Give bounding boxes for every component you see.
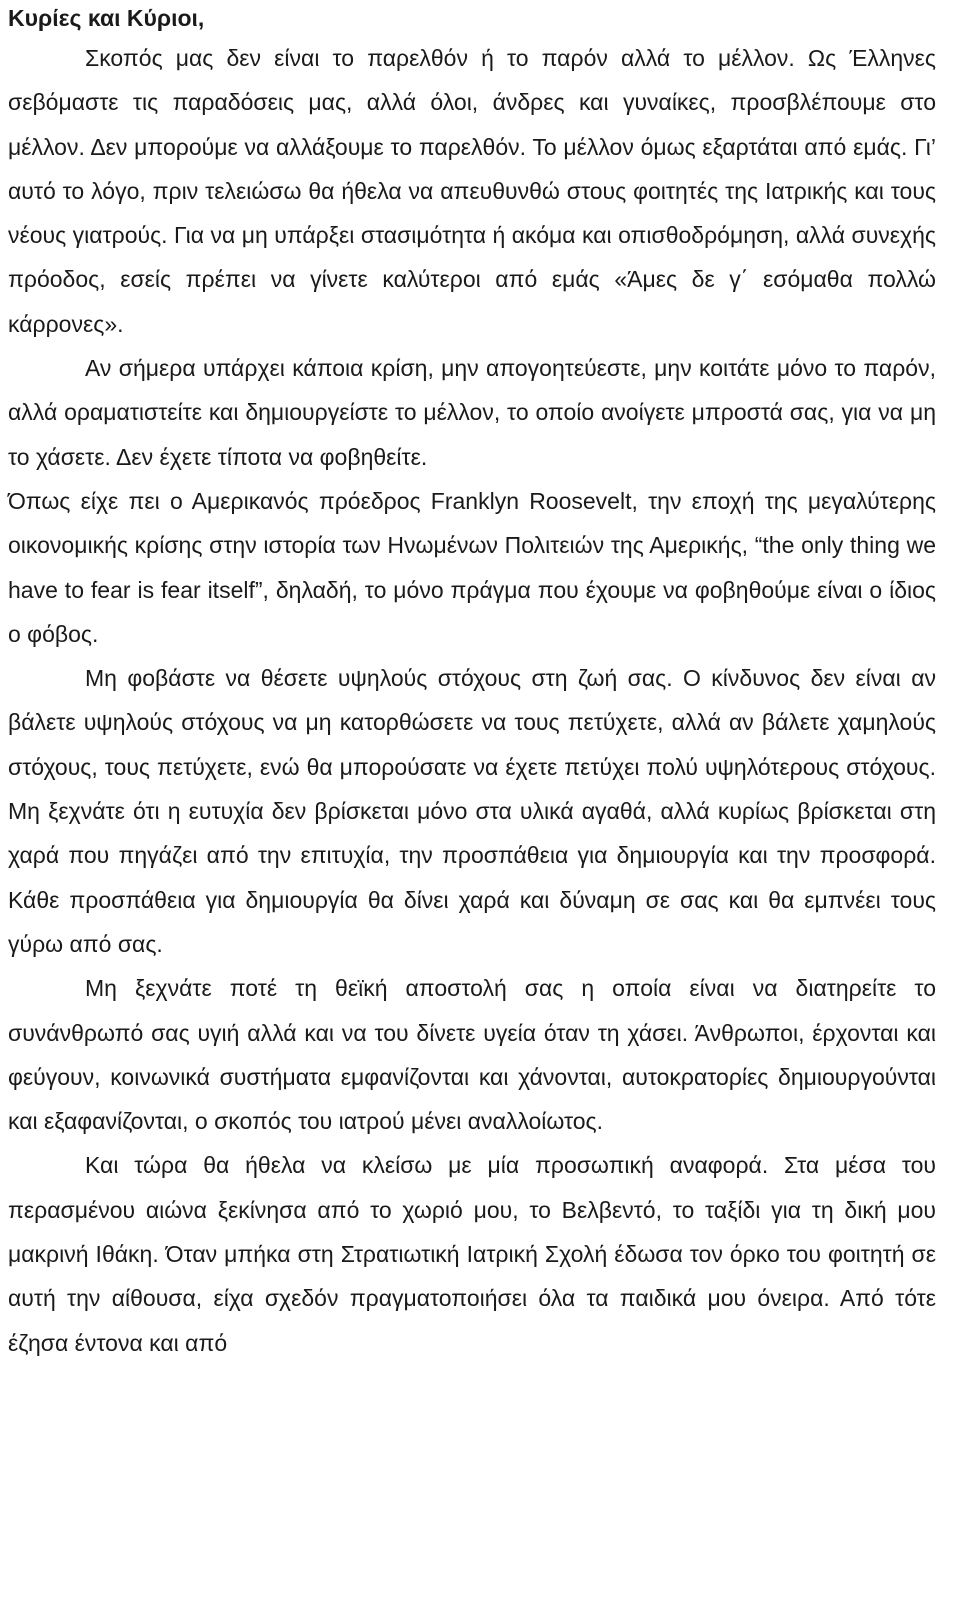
paragraph-personal: Και τώρα θα ήθελα να κλείσω με μία προσωπική αναφορά. Στα μέσα του περασμένου αιώνα ξεκίνησα από το χωριό μου, το Βελβεντό, το ταξίδι για τη δική μου μακρινή Ιθάκη. Όταν μπήκα στη Στρατιωτική Ιατρική Σχολή έδωσα τον όρκο του φοιτητή σε αυτή την αίθουσα, είχα σχεδόν πραγματοποιήσει όλα τα παιδικά μου όνειρα. Από τότε έζησα έντονα και από — [8, 1152, 936, 1356]
paragraph-mission: Μη ξεχνάτε ποτέ τη θεϊκή αποστολή σας η οποία είναι να διατηρείτε το συνάνθρωπό σας υγιή αλλά και να του δίνετε υγεία όταν τη χάσει. Άνθρωποι, έρχονται και φεύγουν, κοινωνικά συστήματα εμφανίζονται και χάνονται, αυτοκρατορίες δημιουργούνται και εξαφανίζονται, ο σκοπός του ιατρού μένει αναλλοίωτος. — [8, 975, 936, 1135]
paragraph-future: Σκοπός μας δεν είναι το παρελθόν ή το παρόν αλλά το μέλλον. Ως Έλληνες σεβόμαστε τις παραδόσεις μας, αλλά όλοι, άνδρες και γυναίκες, προσβλέπουμε στο μέλλον. Δεν μπορούμε να αλλάξουμε το παρελθόν. Το μέλλον όμως εξαρτάται από εμάς. Γι’ αυτό το λόγο, πριν τελειώσω θα ήθελα να απευθυνθώ στους φοιτητές της Ιατρικής και τους νέους γιατρούς. Για να μη υπάρξει στασιμότητα ή ακόμα και οπισθοδρόμηση, αλλά συνεχής πρόοδος, εσείς πρέπει να γίνετε καλύτεροι από εμάς «Άμες δε γ΄ εσόμαθα πολλώ κάρρονες». — [8, 45, 936, 337]
paragraph-roosevelt: Όπως είχε πει ο Αμερικανός πρόεδρος Franklyn Roosevelt, την εποχή της μεγαλύτερης οικονομικής κρίσης στην ιστορία των Ηνωμένων Πολιτειών της Αμερικής, “the only thing we have to fear is fear itself”, δηλαδή, το μόνο πράγμα που έχουμε να φοβηθούμε είναι ο ίδιος ο φόβος. — [8, 487, 936, 647]
paragraph-goals: Μη φοβάστε να θέσετε υψηλούς στόχους στη ζωή σας. Ο κίνδυνος δεν είναι αν βάλετε υψηλούς στόχους να μη κατορθώσετε να τους πετύχετε, αλλά αν βάλετε χαμηλούς στόχους, τους πετύχετε, ενώ θα μπορούσατε να έχετε πετύχει πολύ υψηλότερους στόχους. Μη ξεχνάτε ότι η ευτυχία δεν βρίσκεται μόνο στα υλικά αγαθά, αλλά κυρίως βρίσκεται στη χαρά που πηγάζει από την επιτυχία, την προσπάθεια για δημιουργία και την προσφορά. Κάθε προσπάθεια για δημιουργία θα δίνει χαρά και δύναμη σε σας και θα εμπνέει τους γύρω από σας. — [8, 665, 936, 957]
paragraph-crisis: Αν σήμερα υπάρχει κάποια κρίση, μην απογοητεύεστε, μην κοιτάτε μόνο το παρόν, αλλά οραματιστείτε και δημιουργείστε το μέλλον, το οποίο ανοίγετε μπροστά σας, για να μη το χάσετε. Δεν έχετε τίποτα να φοβηθείτε. — [8, 355, 936, 470]
document-page — [8, 0, 936, 1365]
salutation-heading: Κυρίες και Κύριοι, — [8, 5, 205, 31]
